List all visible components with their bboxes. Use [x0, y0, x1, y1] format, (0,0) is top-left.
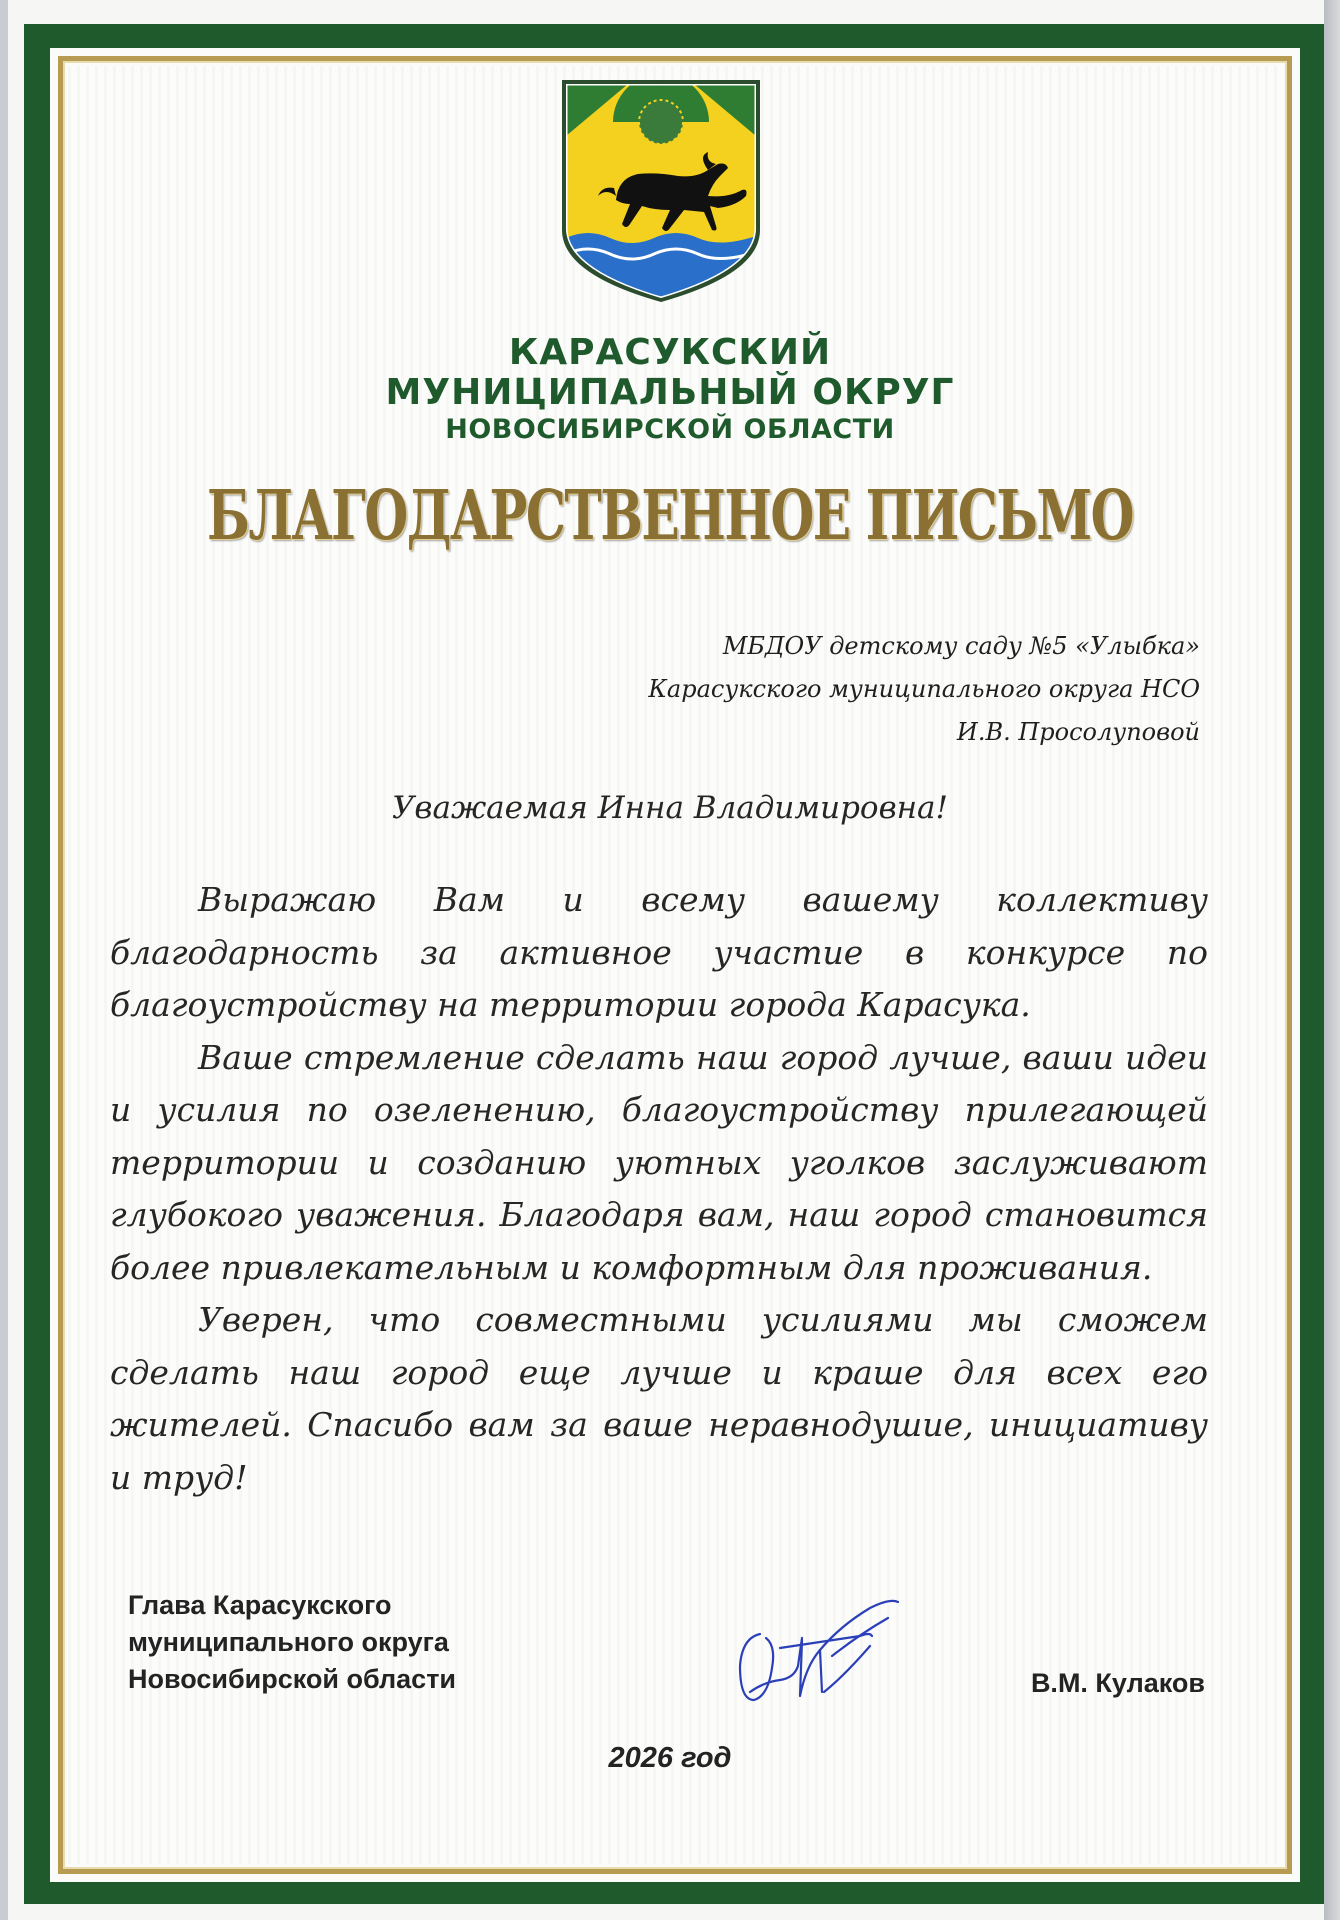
- signer-role-line-1: Глава Карасукского: [128, 1590, 392, 1620]
- document-year: 2026 год: [608, 1742, 732, 1774]
- organization-line-2: МУНИЦИПАЛЬНЫЙ ОКРУГ: [385, 372, 955, 413]
- karasuk-coat-of-arms-icon: [558, 78, 764, 302]
- letter-body: [110, 874, 1208, 1504]
- signer-role-line-2: муниципального округа: [128, 1627, 449, 1657]
- addressee-line-1: МБДОУ детскому саду №5 «Улыбка»: [722, 632, 1200, 660]
- signer-name: В.М. Кулаков: [1030, 1668, 1205, 1698]
- paragraph: Ваше стремление сделать наш город лучше, ваши идеи и усилия по озеленению, благоустройству прилегающей территории и созданию уютных уголков заслуживают глубокого уважения. Благодаря вам, наш город становится более привлекательным и комфортным для проживания.: [110, 1037, 1208, 1287]
- signer-role-line-3: Новосибирской области: [128, 1664, 457, 1694]
- paragraph: Уверен, что совместными усилиями мы сможем сделать наш город еще лучше и краше для всех его жителей. Спасибо вам за ваше неравнодушие, инициативу и труд!: [110, 1300, 1208, 1497]
- greeting: Уважаемая Инна Владимировна!: [392, 790, 948, 826]
- addressee-line-3: И.В. Просолуповой: [956, 718, 1200, 746]
- handwritten-signature: [720, 1596, 920, 1716]
- background-edge: [1324, 0, 1340, 1920]
- addressee-line-2: Карасукского муниципального округа НСО: [648, 675, 1200, 703]
- organization-line-3: НОВОСИБИРСКОЙ ОБЛАСТИ: [445, 414, 895, 445]
- paragraph: Выражаю Вам и всему вашему коллективу благодарность за активное участие в конкурсе по благоустройству на территории города Карасука.: [110, 880, 1208, 1024]
- document-title: БЛАГОДАРСТВЕННОЕ ПИСЬМО: [207, 476, 1133, 556]
- organization-line-1: КАРАСУКСКИЙ: [508, 332, 832, 373]
